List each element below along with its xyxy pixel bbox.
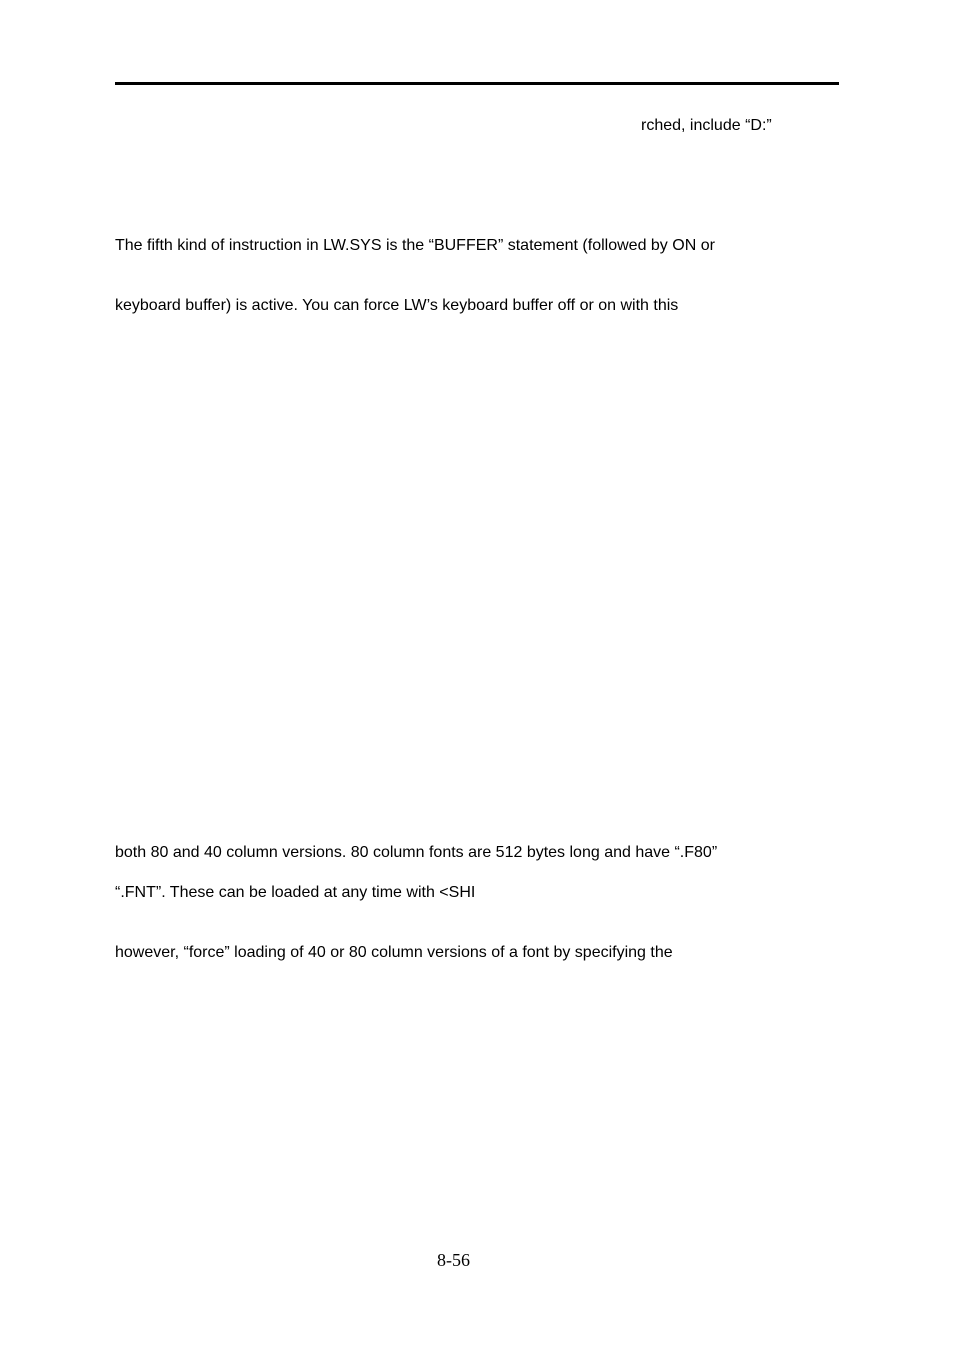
text-line-6: however, “force” loading of 40 or 80 column versions of a font by specifying the bbox=[115, 944, 673, 961]
header-rule bbox=[115, 82, 839, 85]
text-line-5: “.FNT”. These can be loaded at any time with <SHI bbox=[115, 884, 476, 901]
text-line-1: rched, include “D:” bbox=[641, 117, 772, 134]
page-number: 8-56 bbox=[437, 1250, 470, 1270]
text-line-3: keyboard buffer) is active. You can force LW’s keyboard buffer off or on with this bbox=[115, 297, 679, 314]
text-line-4: both 80 and 40 column versions. 80 column fonts are 512 bytes long and have “.F80” bbox=[115, 844, 718, 861]
text-line-2: The fifth kind of instruction in LW.SYS is the “BUFFER” statement (followed by ON or bbox=[115, 237, 715, 254]
